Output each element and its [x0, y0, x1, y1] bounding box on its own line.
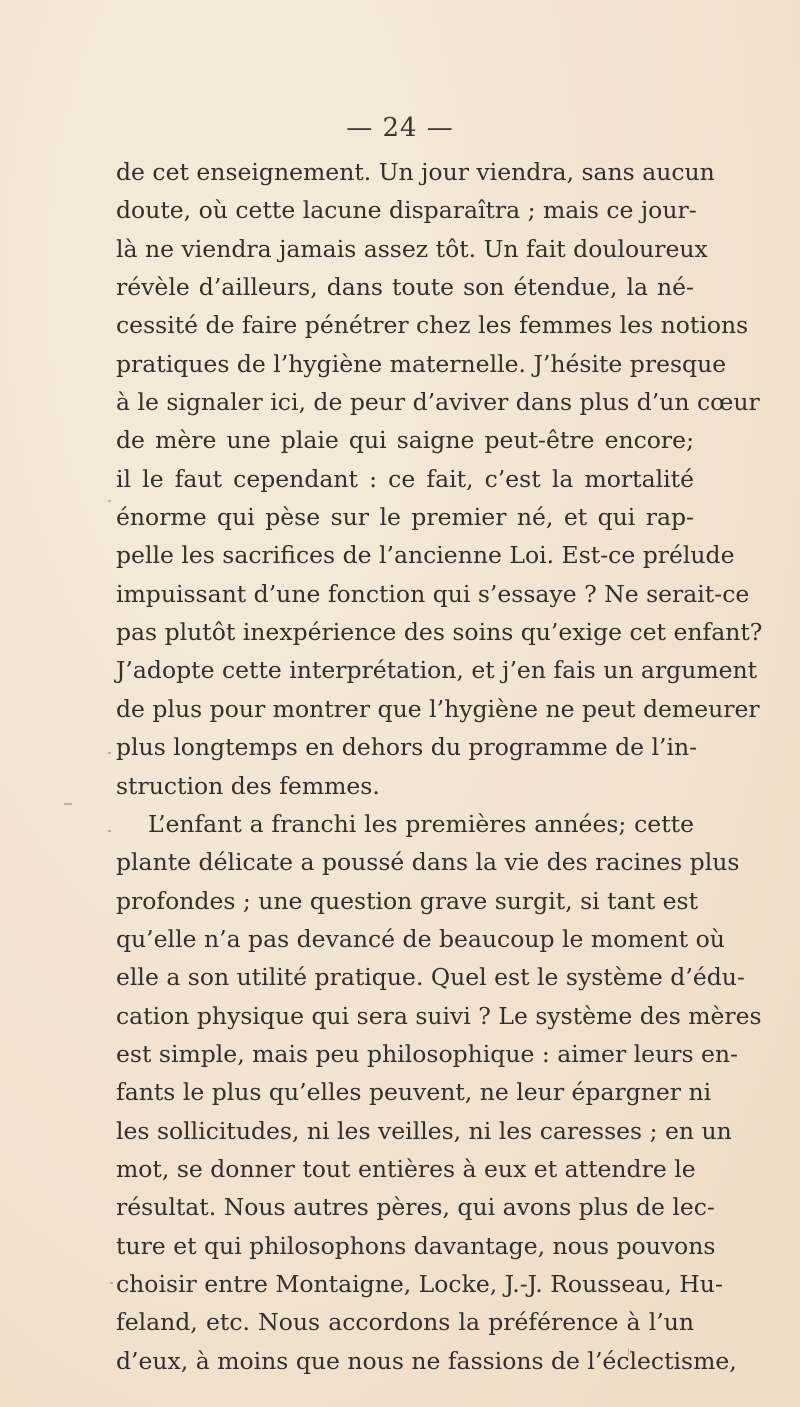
body-text	[116, 153, 763, 1380]
paper-speck	[628, 1348, 629, 1356]
text-line: impuissant d’une fonction qui s’essaye ? Ne serait-ce	[116, 579, 750, 608]
paper-speck	[108, 830, 111, 832]
text-line: choisir entre Montaigne, Locke, J.-J. Rousseau, Hu-	[116, 1269, 723, 1298]
paper-speck	[108, 752, 111, 754]
text-line: ture et qui philosophons davantage, nous pouvons	[116, 1231, 716, 1260]
text-line: struction des femmes.	[116, 771, 380, 800]
text-line: de cet enseignement. Un jour viendra, sans aucun	[116, 158, 715, 186]
text-line: J’adopte cette interprétation, et j’en fais un argument	[116, 656, 758, 685]
text-line: profondes ; une question grave surgit, si tant est	[116, 886, 699, 915]
text-line: fants le plus qu’elles peuvent, ne leur épargner ni	[116, 1078, 712, 1107]
text-line: les sollicitudes, ni les veilles, ni les caresses ; en un	[116, 1116, 732, 1145]
text-line: plus longtemps en dehors du programme de l’in-	[116, 733, 698, 762]
text-line: de plus pour montrer que l’hygiène ne peut demeurer	[116, 694, 760, 723]
text-line: pratiques de l’hygiène maternelle. J’hésite presque	[116, 349, 727, 378]
paper-speck	[64, 803, 72, 805]
text-line: L’enfant a franchi les premières années; cette	[148, 809, 694, 838]
text-line: plante délicate a poussé dans la vie des racines plus	[116, 848, 740, 877]
paper-speck	[110, 1282, 113, 1284]
text-line: qu’elle n’a pas devancé de beaucoup le moment où	[116, 924, 725, 953]
text-line: doute, où cette lacune disparaîtra ; mais ce jour-	[116, 196, 697, 225]
text-line: il le faut cependant : ce fait, c’est la mortalité	[116, 464, 694, 493]
text-line: là ne viendra jamais assez tôt. Un fait douloureux	[116, 234, 708, 263]
text-line: résultat. Nous autres pères, qui avons plus de lec-	[116, 1193, 715, 1222]
text-line: pas plutôt inexpérience des soins qu’exige cet enfant?	[116, 618, 763, 647]
text-line: feland, etc. Nous accordons la préférence à l’un	[116, 1308, 694, 1337]
paper-speck	[108, 500, 111, 502]
text-line: à le signaler ici, de peur d’aviver dans plus d’un cœur	[116, 388, 760, 417]
text-line: pelle les sacrifices de l’ancienne Loi. Est-ce prélude	[116, 541, 735, 570]
page-number: — 24 —	[346, 113, 454, 143]
text-line: de mère une plaie qui saigne peut-être encore;	[116, 426, 694, 455]
text-line: cessité de faire pénétrer chez les femmes les notions	[116, 311, 749, 340]
paragraph-2	[116, 805, 762, 1380]
paragraph-1	[116, 153, 763, 805]
text-line: elle a son utilité pratique. Quel est le système d’édu-	[116, 963, 745, 992]
text-line: révèle d’ailleurs, dans toute son étendue, la né-	[116, 273, 694, 302]
text-line: cation physique qui sera suivi ? Le système des mères	[116, 1001, 762, 1030]
text-line: énorme qui pèse sur le premier né, et qui rap-	[116, 503, 694, 532]
text-line: d’eux, à moins que nous ne fassions de l’éclectisme,	[116, 1346, 737, 1375]
text-line: est simple, mais peu philosophique : aimer leurs en-	[116, 1039, 738, 1068]
text-line: mot, se donner tout entières à eux et attendre le	[116, 1154, 696, 1183]
